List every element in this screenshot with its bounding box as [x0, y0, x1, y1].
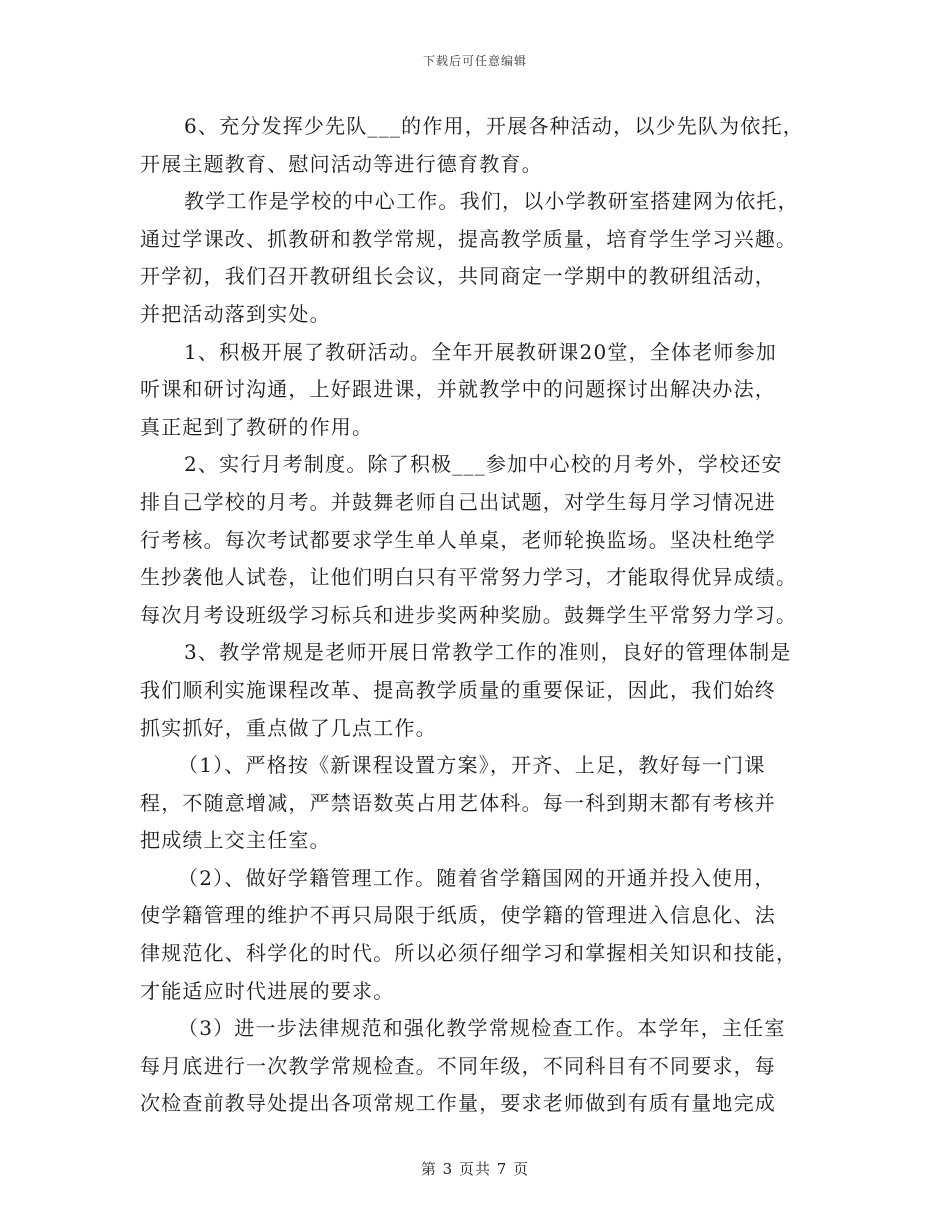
text-line: 我们顺利实施课程改革、提高教学质量的重要保证，因此，我们始终: [140, 677, 776, 702]
text-line: 开学初，我们召开教研组长会议，共同商定一学期中的教研组活动，: [140, 264, 776, 289]
text-line: 开展主题教育、慰问活动等进行德育教育。: [140, 151, 543, 176]
text-line: 行考核。每次考试都要求学生单人单桌，老师轮换监场。坚决杜绝学: [140, 527, 776, 552]
text-line: （2）、做好学籍管理工作。随着省学籍国网的开通并投入使用，: [178, 865, 776, 890]
text-line: 3、教学常规是老师开展日常教学工作的准则，良好的管理体制是: [184, 640, 792, 665]
page-header: 下载后可任意编辑: [422, 54, 527, 68]
text-line: 听课和研讨沟通，上好跟进课，并就教学中的问题探讨出解决办法，: [140, 377, 776, 402]
text-line: 次检查前教导处提出各项常规工作量，要求老师做到有质有量地完成: [140, 1091, 776, 1116]
text-line: （1）、严格按《新课程设置方案》，开齐、上足，教好每一门课: [178, 753, 766, 778]
text-line: 并把活动落到实处。: [140, 301, 331, 326]
text-line: 排自己学校的月考。并鼓舞老师自己出试题，对学生每月学习情况进: [140, 489, 776, 514]
text-line: 6、充分发挥少先队___的作用，开展各种活动，以少先队为依托，: [184, 114, 804, 138]
text-line: 才能适应时代进展的要求。: [140, 978, 395, 1003]
page-number: 第 3 页共 7 页: [420, 1160, 530, 1178]
text-line: 抓实抓好，重点做了几点工作。: [140, 715, 437, 740]
text-line: 生抄袭他人试卷，让他们明白只有平常努力学习，才能取得优异成绩。: [140, 565, 798, 590]
text-line: 2、实行月考制度。除了积极___参加中心校的月考外，学校还安: [184, 452, 783, 477]
text-line: （3）进一步法律规范和强化教学常规检查工作。本学年，主任室: [178, 1016, 786, 1041]
document-body: [140, 108, 810, 1123]
text-line: 1、积极开展了教研活动。全年开展教研课20堂，全体老师参加: [184, 339, 777, 364]
text-line: 律规范化、科学化的时代。所以必须仔细学习和掌握相关知识和技能，: [140, 941, 798, 966]
text-line: 真正起到了教研的作用。: [140, 414, 374, 439]
text-line: 通过学课改、抓教研和教学常规，提高教学质量，培育学生学习兴趣。: [140, 226, 798, 251]
text-line: 程，不随意增减，严禁语数英占用艺体科。每一科到期末都有考核并: [140, 790, 776, 815]
text-line: 使学籍管理的维护不再只局限于纸质，使学籍的管理进入信息化、法: [140, 903, 776, 928]
text-line: 把成绩上交主任室。: [140, 828, 331, 853]
text-line: 教学工作是学校的中心工作。我们，以小学教研室搭建网为依托，: [184, 189, 799, 214]
text-line: 每月底进行一次教学常规检查。不同年级，不同科目有不同要求，每: [140, 1053, 776, 1078]
text-line: 每次月考设班级学习标兵和进步奖两种奖励。鼓舞学生平常努力学习。: [140, 602, 798, 627]
